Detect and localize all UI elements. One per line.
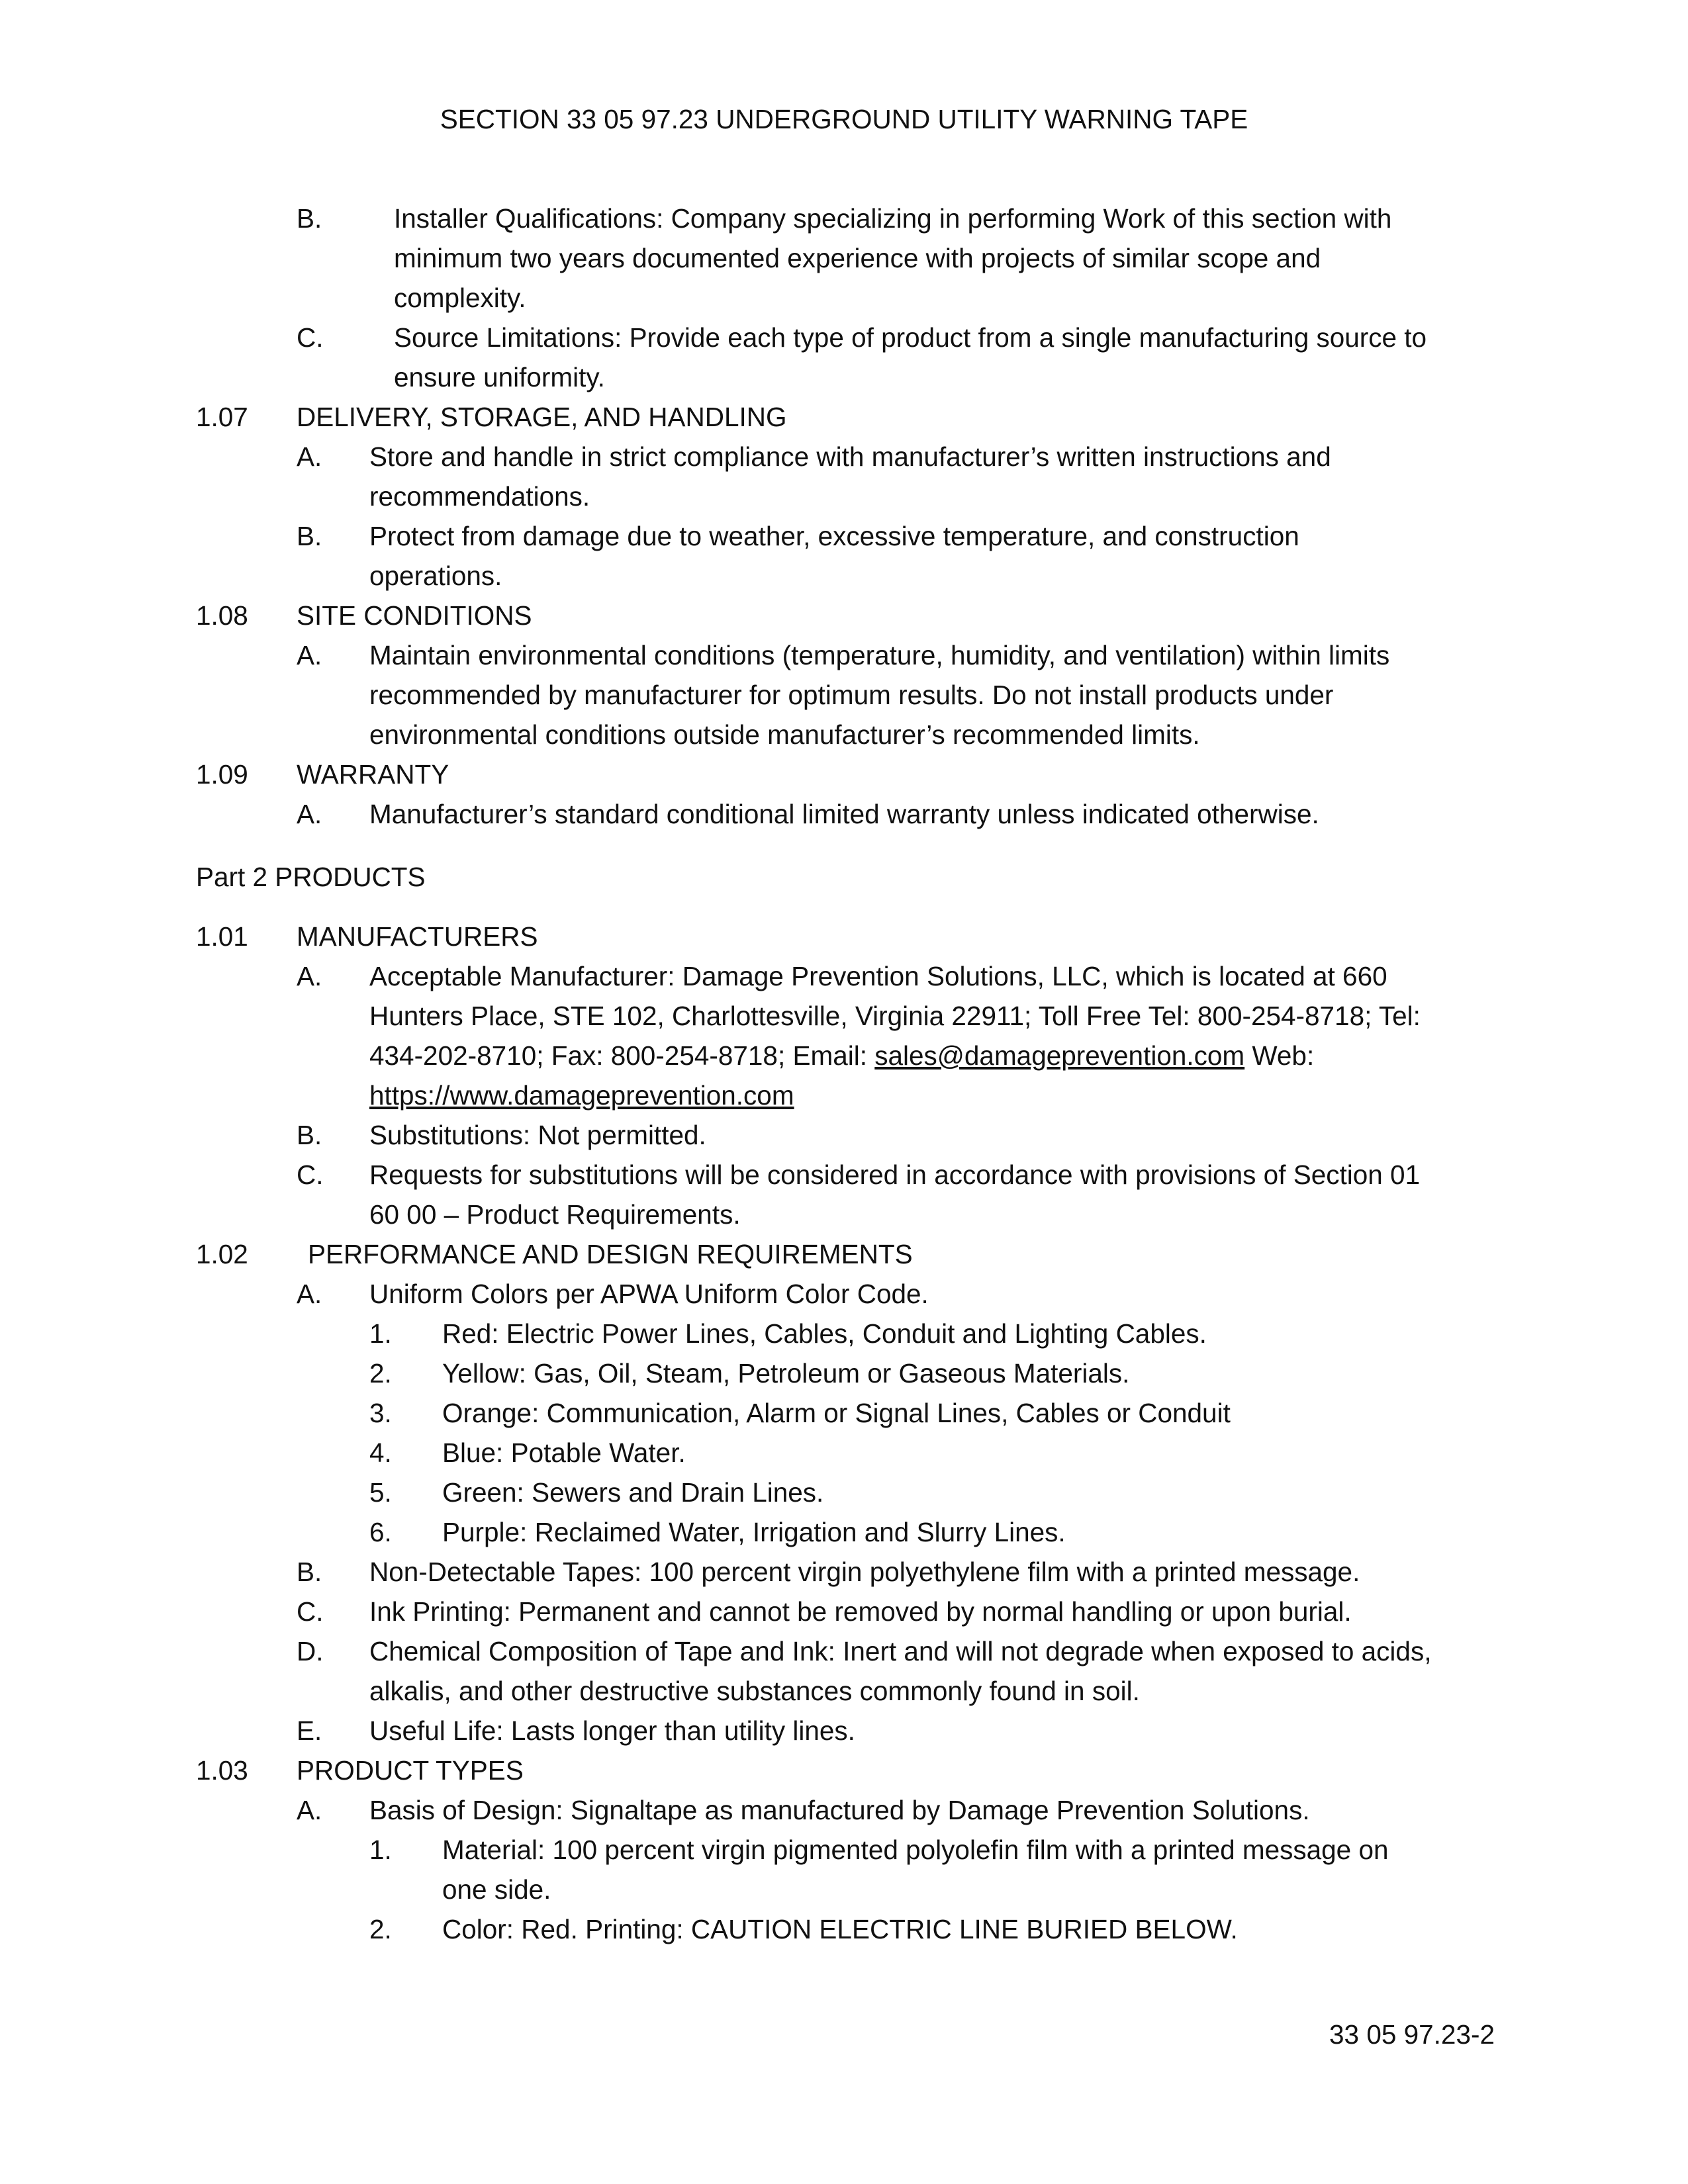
item-label-e: E. xyxy=(297,1715,322,1746)
item-label-d: D. xyxy=(297,1636,324,1666)
paragraph-line: recommendations. xyxy=(369,481,590,512)
paragraph-line: 60 00 – Product Requirements. xyxy=(369,1199,741,1230)
paragraph-line: operations. xyxy=(369,561,502,591)
website-link[interactable]: https://www.damageprevention.com xyxy=(369,1080,794,1111)
list-number: 5. xyxy=(369,1477,392,1508)
article-number: 1.03 xyxy=(196,1755,248,1786)
paragraph-line: Manufacturer’s standard conditional limited warranty unless indicated otherwise. xyxy=(369,799,1319,829)
paragraph-line: alkalis, and other destructive substances commonly found in soil. xyxy=(369,1676,1140,1706)
item-label-a: A. xyxy=(297,640,322,670)
list-item: Material: 100 percent virgin pigmented polyolefin film with a printed message on xyxy=(442,1835,1389,1865)
paragraph-line: complexity. xyxy=(394,283,526,313)
list-item: Orange: Communication, Alarm or Signal Lines, Cables or Conduit xyxy=(442,1398,1231,1428)
web-label: Web: xyxy=(1244,1040,1315,1071)
part-title: Part 2 PRODUCTS xyxy=(196,862,426,892)
list-number: 4. xyxy=(369,1437,392,1468)
paragraph-line: Maintain environmental conditions (temperature, humidity, and ventilation) within limits xyxy=(369,640,1390,670)
list-item: Blue: Potable Water. xyxy=(442,1437,686,1468)
article-number: 1.07 xyxy=(196,402,248,432)
list-number: 2. xyxy=(369,1914,392,1944)
item-label-b: B. xyxy=(297,521,322,551)
article-title: MANUFACTURERS xyxy=(297,921,538,952)
item-label-a: A. xyxy=(297,1795,322,1825)
item-label-a: A. xyxy=(297,1279,322,1309)
paragraph-line: Substitutions: Not permitted. xyxy=(369,1120,706,1150)
paragraph-line: Ink Printing: Permanent and cannot be removed by normal handling or upon burial. xyxy=(369,1596,1352,1627)
list-number: 1. xyxy=(369,1835,392,1865)
article-number: 1.08 xyxy=(196,600,248,631)
paragraph-line: Store and handle in strict compliance with manufacturer’s written instructions and xyxy=(369,441,1331,472)
item-label-b: B. xyxy=(297,1557,322,1587)
item-label-b: B. xyxy=(297,203,322,234)
contact-text: 434-202-8710; Fax: 800-254-8718; Email: xyxy=(369,1040,875,1071)
paragraph-line: Basis of Design: Signaltape as manufactured by Damage Prevention Solutions. xyxy=(369,1795,1310,1825)
article-title: DELIVERY, STORAGE, AND HANDLING xyxy=(297,402,787,432)
article-title: WARRANTY xyxy=(297,759,449,790)
list-item: Color: Red. Printing: CAUTION ELECTRIC LINE BURIED BELOW. xyxy=(442,1914,1238,1944)
item-label-a: A. xyxy=(297,441,322,472)
paragraph-line: recommended by manufacturer for optimum results. Do not install products under xyxy=(369,680,1334,710)
paragraph-line: Non-Detectable Tapes: 100 percent virgin polyethylene film with a printed message. xyxy=(369,1557,1360,1587)
item-label-a: A. xyxy=(297,799,322,829)
paragraph-line: ensure uniformity. xyxy=(394,362,605,392)
item-label-c: C. xyxy=(297,1596,324,1627)
paragraph-line: Uniform Colors per APWA Uniform Color Code. xyxy=(369,1279,929,1309)
email-link[interactable]: sales@damageprevention.com xyxy=(874,1040,1245,1071)
list-number: 3. xyxy=(369,1398,392,1428)
item-label-c: C. xyxy=(297,1160,324,1190)
paragraph-line: Hunters Place, STE 102, Charlottesville, Virginia 22911; Toll Free Tel: 800-254-8718; Tel: xyxy=(369,1001,1421,1031)
list-item: Red: Electric Power Lines, Cables, Conduit and Lighting Cables. xyxy=(442,1318,1207,1349)
paragraph-line: Useful Life: Lasts longer than utility lines. xyxy=(369,1715,855,1746)
paragraph-line: Acceptable Manufacturer: Damage Prevention Solutions, LLC, which is located at 660 xyxy=(369,961,1387,991)
paragraph-line: Source Limitations: Provide each type of product from a single manufacturing source to xyxy=(394,322,1427,353)
paragraph-line xyxy=(369,1075,794,1115)
item-label-b: B. xyxy=(297,1120,322,1150)
list-item: Yellow: Gas, Oil, Steam, Petroleum or Gaseous Materials. xyxy=(442,1358,1130,1388)
paragraph-line: minimum two years documented experience with projects of similar scope and xyxy=(394,243,1321,273)
list-item: Purple: Reclaimed Water, Irrigation and Slurry Lines. xyxy=(442,1517,1066,1547)
list-number: 1. xyxy=(369,1318,392,1349)
article-title: SITE CONDITIONS xyxy=(297,600,532,631)
list-item: Green: Sewers and Drain Lines. xyxy=(442,1477,824,1508)
article-title: PERFORMANCE AND DESIGN REQUIREMENTS xyxy=(308,1239,913,1269)
paragraph-line: environmental conditions outside manufacturer’s recommended limits. xyxy=(369,719,1200,750)
item-label-c: C. xyxy=(297,322,324,353)
article-number: 1.01 xyxy=(196,921,248,952)
list-number: 2. xyxy=(369,1358,392,1388)
page-number: 33 05 97.23-2 xyxy=(1329,2019,1495,2050)
article-number: 1.02 xyxy=(196,1239,248,1269)
paragraph-line: Installer Qualifications: Company specializing in performing Work of this section with xyxy=(394,203,1392,234)
list-item: one side. xyxy=(442,1874,551,1905)
paragraph-line xyxy=(369,1036,1314,1075)
paragraph-line: Chemical Composition of Tape and Ink: Inert and will not degrade when exposed to acids, xyxy=(369,1636,1432,1666)
item-label-a: A. xyxy=(297,961,322,991)
paragraph-line: Protect from damage due to weather, excessive temperature, and construction xyxy=(369,521,1299,551)
article-number: 1.09 xyxy=(196,759,248,790)
section-header: SECTION 33 05 97.23 UNDERGROUND UTILITY WARNING TAPE xyxy=(440,104,1248,134)
paragraph-line: Requests for substitutions will be considered in accordance with provisions of Section 01 xyxy=(369,1160,1421,1190)
list-number: 6. xyxy=(369,1517,392,1547)
article-title: PRODUCT TYPES xyxy=(297,1755,524,1786)
